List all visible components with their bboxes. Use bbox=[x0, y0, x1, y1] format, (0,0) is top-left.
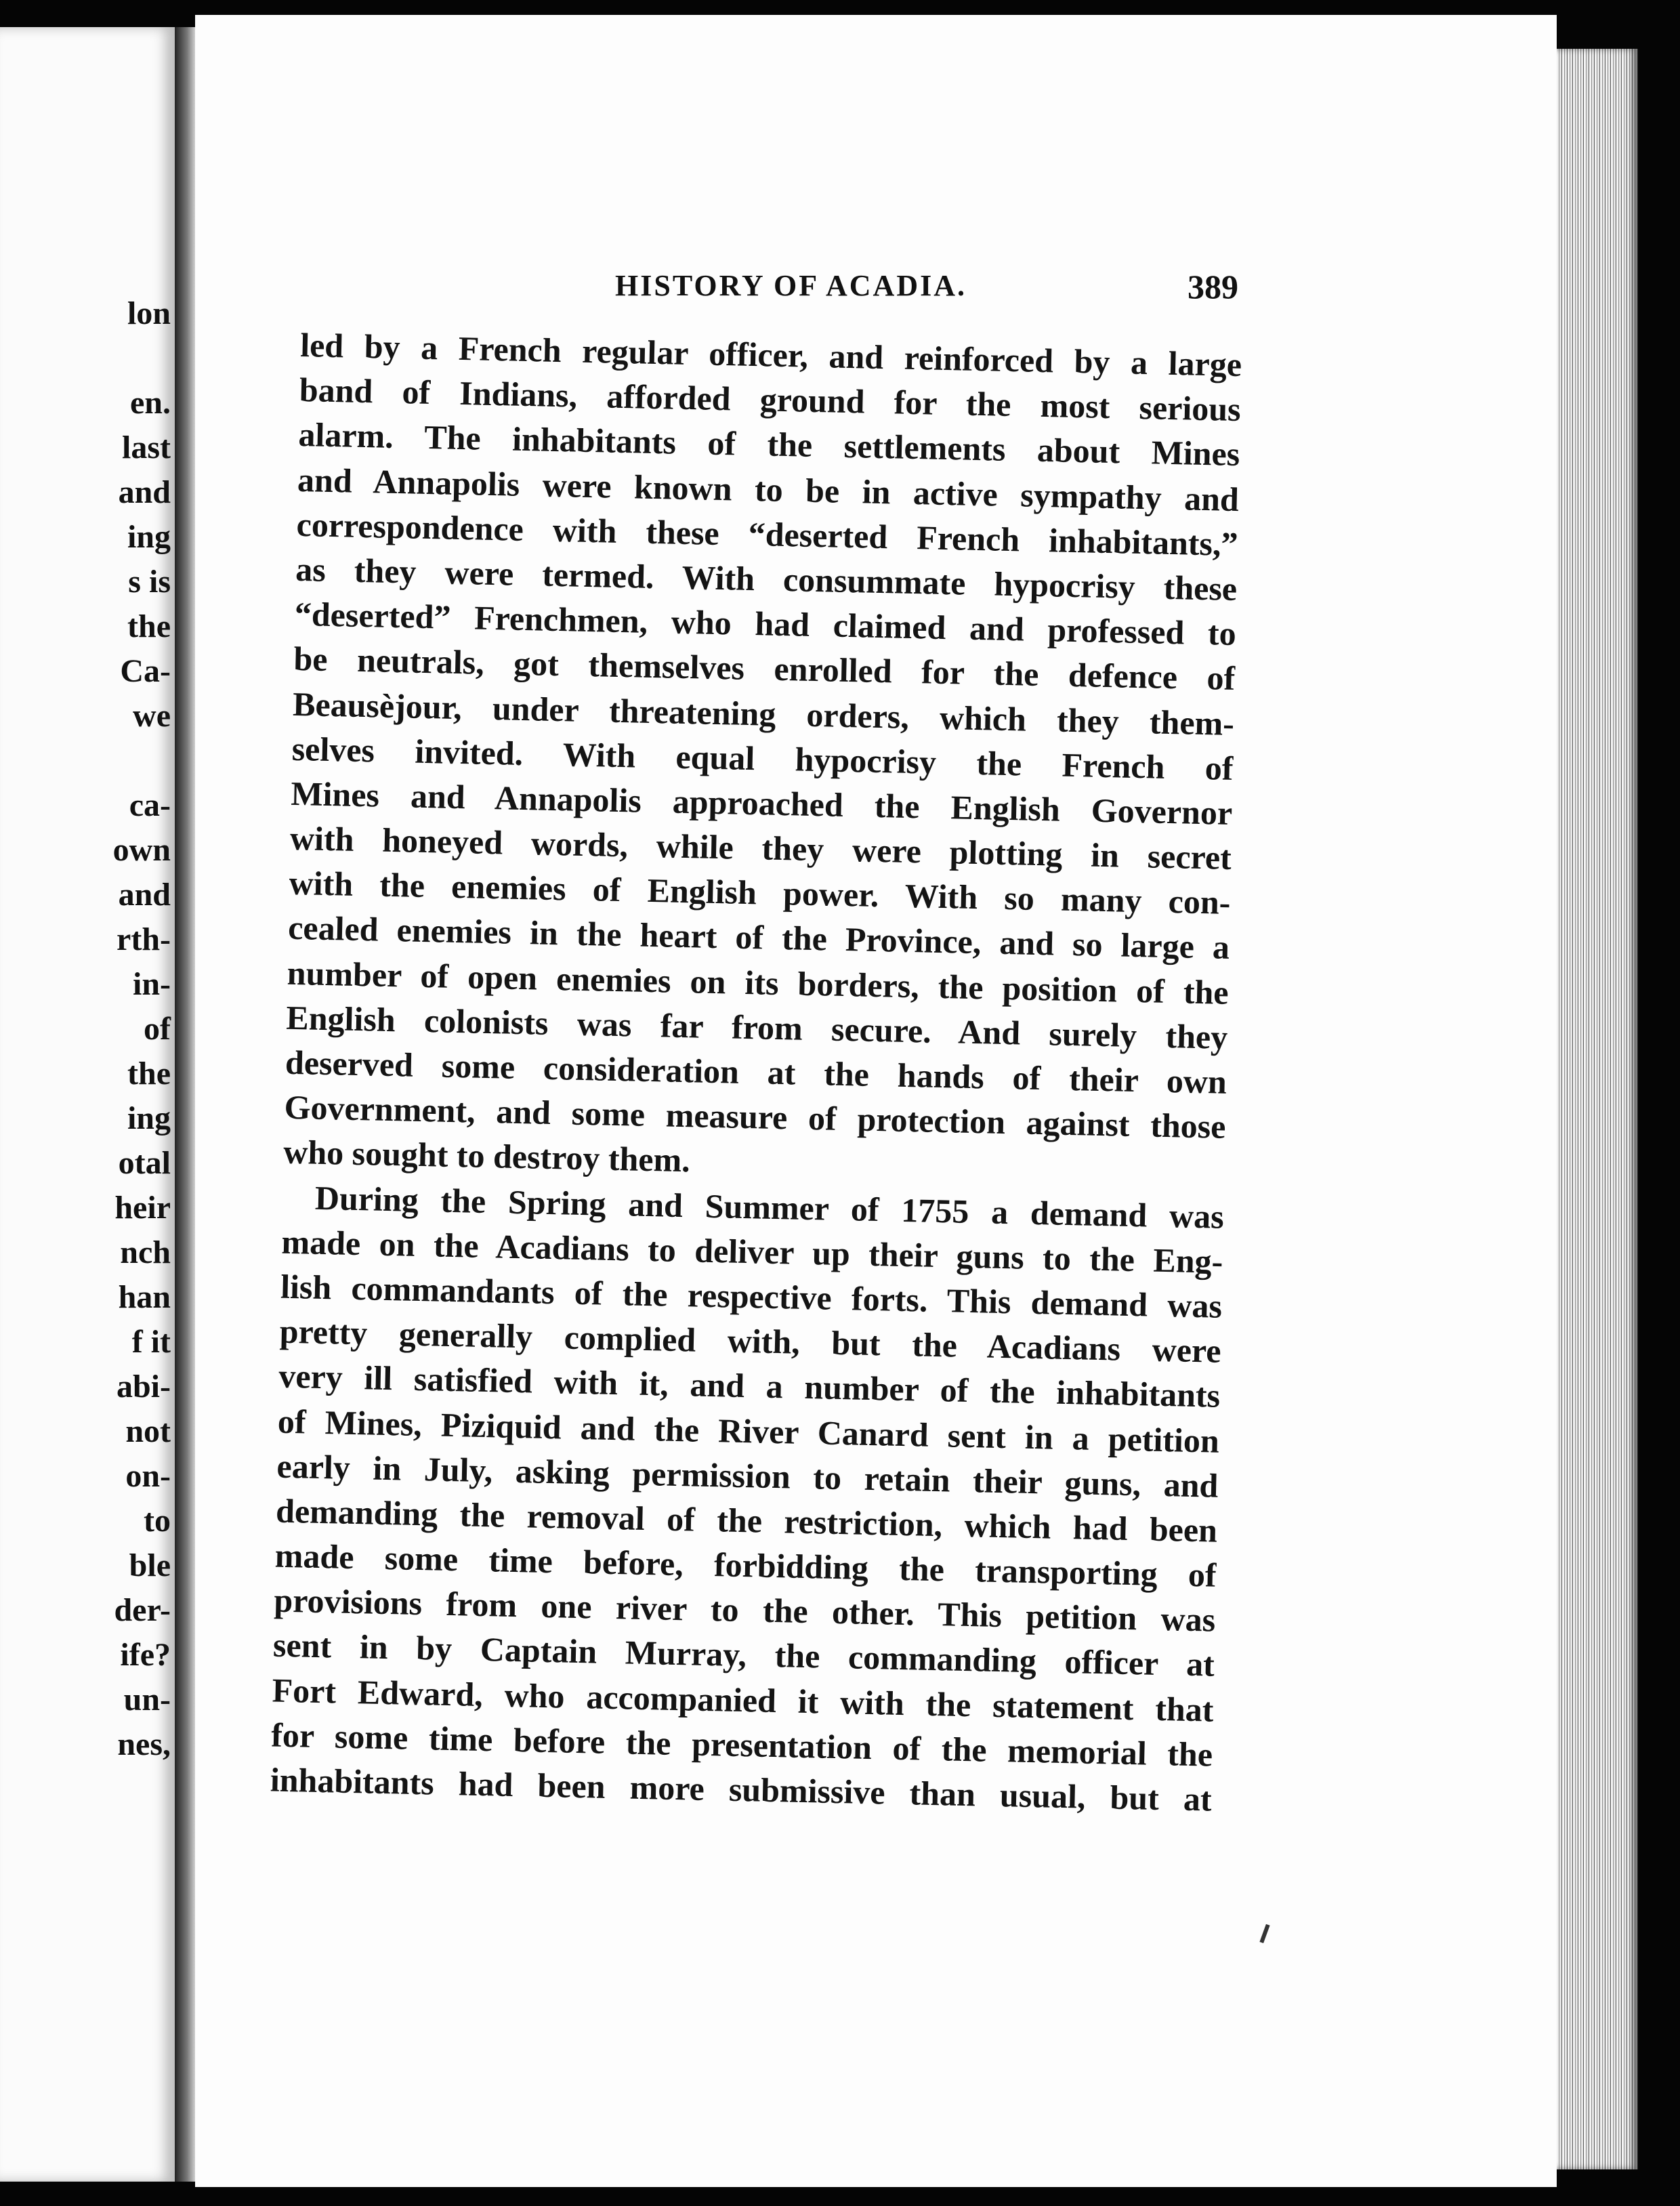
left-page-fragment: of bbox=[144, 1011, 171, 1047]
text-line: band of Indians, afforded ground for the most serious bbox=[299, 371, 1242, 429]
left-page-fragment: on- bbox=[125, 1458, 171, 1494]
left-page-fragment: ing bbox=[127, 1100, 171, 1136]
text-line: who sought to destroy them. bbox=[282, 1133, 691, 1180]
left-page-fragment: own bbox=[112, 832, 171, 868]
left-page-fragment: the bbox=[127, 1056, 171, 1091]
running-head: HISTORY OF ACADIA. bbox=[615, 269, 967, 302]
text-line: sent in by Captain Murray, the commanding officer at bbox=[272, 1626, 1215, 1684]
text-line: selves invited. With equal hypocrisy the French of bbox=[291, 729, 1234, 787]
left-page-fragment: ble bbox=[129, 1547, 171, 1583]
text-line: Government, and some measure of protection against those bbox=[284, 1087, 1227, 1146]
left-page-fragment: to bbox=[144, 1503, 171, 1539]
text-line: alarm. The inhabitants of the settlements about Mines bbox=[297, 415, 1240, 474]
text-line: demanding the removal of the restriction, which had been bbox=[275, 1491, 1218, 1549]
left-facing-page bbox=[0, 27, 175, 2182]
left-page-fragment: otal bbox=[118, 1145, 171, 1181]
text-line: correspondence with these “deserted French inhabitants,” bbox=[296, 505, 1239, 563]
text-line: pretty generally complied with, but the Acadians were bbox=[279, 1312, 1222, 1370]
left-page-fragment: ca- bbox=[129, 787, 171, 823]
left-page-fragment: we bbox=[133, 698, 171, 734]
text-line: of Mines, Piziquid and the River Canard sent in a petition bbox=[277, 1402, 1220, 1460]
left-page-fragment: f it bbox=[131, 1324, 171, 1360]
left-page-fragment: and bbox=[118, 877, 171, 913]
left-page-fragment: der- bbox=[114, 1592, 171, 1628]
book-gutter bbox=[175, 27, 195, 2182]
left-page-fragment: rth- bbox=[117, 921, 171, 957]
text-line: Fort Edward, who accompanied it with the statement that bbox=[272, 1671, 1215, 1729]
page-header bbox=[392, 268, 1238, 322]
text-line: cealed enemies in the heart of the Province, and so large a bbox=[287, 909, 1230, 967]
page-number: 389 bbox=[1188, 268, 1238, 306]
text-line: inhabitants had been more submissive than usual, but at bbox=[270, 1760, 1213, 1818]
left-page-fragment: Ca- bbox=[120, 653, 171, 689]
left-page-fragment: en. bbox=[130, 385, 171, 421]
text-line: Beausèjour, under threatening orders, which they them- bbox=[292, 684, 1235, 743]
text-line: very ill satisfied with it, and a number of the inhabitants bbox=[278, 1356, 1221, 1415]
text-line: early in July, asking permission to retain their guns, and bbox=[276, 1447, 1219, 1505]
left-page-fragment: un- bbox=[123, 1682, 171, 1718]
text-line: made on the Acadians to deliver up their guns to the Eng- bbox=[280, 1222, 1223, 1281]
page-edges bbox=[1557, 49, 1638, 2169]
text-line: made some time before, forbidding the transporting of bbox=[274, 1536, 1217, 1594]
text-line: as they were termed. With consummate hypocrisy these bbox=[295, 549, 1238, 608]
left-page-fragment: and bbox=[118, 474, 171, 510]
left-page-fragment: heir bbox=[114, 1190, 171, 1226]
text-line: lish commandants of the respective forts. This demand was bbox=[280, 1267, 1223, 1325]
text-line: be neutrals, got themselves enrolled for the defence of bbox=[293, 640, 1236, 698]
left-page-fragment: ing bbox=[127, 519, 171, 555]
left-page-fragment: the bbox=[127, 608, 171, 644]
left-page-fragment: in- bbox=[132, 966, 171, 1002]
left-page-fragment: s is bbox=[128, 564, 171, 600]
body-text bbox=[270, 322, 1242, 1822]
left-page-fragment: last bbox=[122, 430, 171, 465]
text-line: deserved some consideration at the hands of their own bbox=[285, 1043, 1227, 1101]
text-line: and Annapolis were known to be in active sympathy and bbox=[297, 460, 1240, 518]
text-line: During the Spring and Summer of 1755 a demand was bbox=[314, 1178, 1225, 1236]
paragraph-1 bbox=[283, 322, 1242, 1194]
left-page-fragment: nes, bbox=[117, 1726, 171, 1762]
text-line: provisions from one river to the other. This petition was bbox=[273, 1581, 1216, 1639]
left-page-fragment: han bbox=[118, 1279, 171, 1315]
text-line: with the enemies of English power. With so many con- bbox=[289, 864, 1231, 922]
paragraph-2 bbox=[270, 1174, 1224, 1822]
left-page-fragment: abi- bbox=[116, 1369, 171, 1404]
text-line: English colonists was far from secure. And surely they bbox=[285, 998, 1228, 1056]
text-line: for some time before the presentation of the memorial the bbox=[270, 1715, 1213, 1774]
text-line: Mines and Annapolis approached the English Governor bbox=[290, 774, 1233, 832]
text-line: number of open enemies on its borders, the position of the bbox=[287, 953, 1230, 1012]
text-line: led by a French regular officer, and reinforced by a large bbox=[299, 325, 1242, 384]
left-page-fragment: ife? bbox=[120, 1637, 171, 1673]
text-line: with honeyed words, while they were plotting in secret bbox=[289, 818, 1232, 877]
text-line: “deserted” Frenchmen, who had claimed and professed to bbox=[294, 595, 1237, 653]
left-page-fragment: not bbox=[125, 1413, 171, 1449]
left-page-fragment: nch bbox=[120, 1234, 171, 1270]
left-page-fragment: lon bbox=[127, 295, 171, 331]
